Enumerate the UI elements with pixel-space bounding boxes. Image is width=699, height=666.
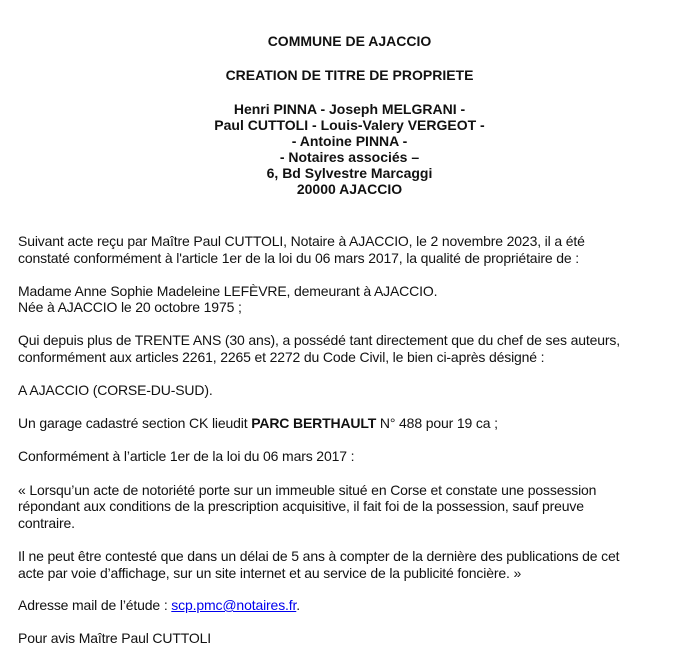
- text-line: acte par voie d’affichage, sur un site internet et au service de la publicité foncière. »: [18, 565, 522, 581]
- text-line: Suivant acte reçu par Maître Paul CUTTOLI, Notaire à AJACCIO, le 2 novembre 2023, il a été: [18, 233, 585, 249]
- commune-heading: COMMUNE DE AJACCIO: [267, 33, 432, 49]
- notaries-line: - Antoine PINNA -: [291, 133, 408, 149]
- email-trailing: .: [296, 597, 301, 613]
- signature: Pour avis Maître Paul CUTTOLI: [18, 630, 212, 646]
- email-label: Adresse mail de l’étude :: [18, 597, 172, 613]
- property-prefix: Un garage cadastré section CK lieudit: [18, 415, 252, 431]
- location-paragraph: A AJACCIO (CORSE-DU-SUD).: [18, 382, 213, 398]
- property-suffix: N° 488 pour 19 ca ;: [376, 415, 498, 431]
- notaries-line: - Notaires associés –: [279, 149, 420, 165]
- notaries-line: Henri PINNA - Joseph MELGRANI -: [233, 101, 466, 117]
- conformement-paragraph: Conformément à l’article 1er de la loi du 06 mars 2017 :: [18, 448, 355, 464]
- email-paragraph: [18, 597, 688, 614]
- text-line: Il ne peut être contesté que dans un délai de 5 ans à compter de la dernière des publications de cet: [18, 548, 620, 564]
- address-street: 6, Bd Sylvestre Marcaggi: [266, 165, 433, 181]
- property-paragraph: [18, 415, 688, 432]
- text-line: Madame Anne Sophie Madeleine LEFÈVRE, demeurant à AJACCIO.: [18, 283, 438, 299]
- text-line: « Lorsqu’un acte de notoriété porte sur un immeuble situé en Corse et constate une possession: [18, 482, 597, 498]
- document-title: CREATION DE TITRE DE PROPRIETE: [225, 67, 474, 83]
- property-lieudit: PARC BERTHAULT: [251, 415, 377, 431]
- text-line: constaté conformément à l'article 1er de la loi du 06 mars 2017, la qualité de propriétaire de :: [18, 250, 580, 266]
- email-link[interactable]: scp.pmc@notaires.fr: [171, 597, 297, 613]
- text-line: contraire.: [18, 515, 75, 531]
- address-city: 20000 AJACCIO: [296, 181, 403, 197]
- text-line: conformément aux articles 2261, 2265 et 2272 du Code Civil, le bien ci-après désigné :: [18, 349, 545, 365]
- text-line: Née à AJACCIO le 20 octobre 1975 ;: [18, 299, 242, 315]
- text-line: répondant aux conditions de la prescription acquisitive, il fait foi de la possession, sauf preuve: [18, 498, 584, 514]
- notaries-line: Paul CUTTOLI - Louis-Valery VERGEOT -: [214, 117, 485, 133]
- text-line: Qui depuis plus de TRENTE ANS (30 ans), a possédé tant directement que du chef de ses auteurs,: [18, 332, 620, 348]
